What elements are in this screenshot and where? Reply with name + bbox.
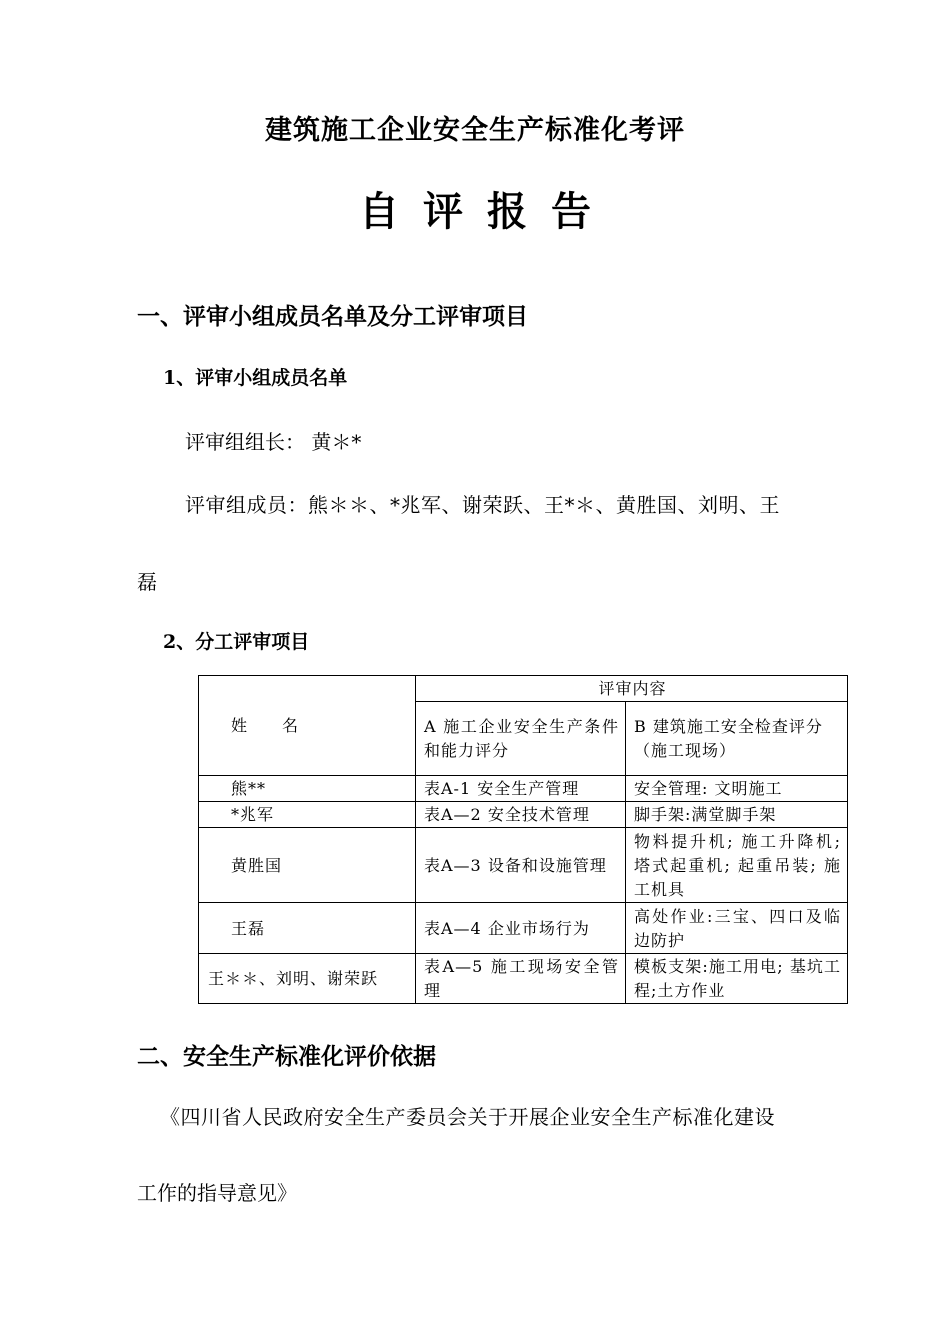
row-a: 表A—3 设备和设施管理	[416, 828, 626, 903]
section1-heading: 一、评审小组成员名单及分工评审项目	[137, 303, 528, 330]
header-b-line1: B 建筑施工安全检查评分	[634, 717, 823, 736]
assignment-table	[198, 675, 848, 1004]
document-title: 建筑施工企业安全生产标准化考评	[265, 115, 685, 146]
document-subtitle: 自评报告	[359, 188, 615, 235]
section2-heading: 二、安全生产标准化评价依据	[137, 1043, 436, 1070]
table-row	[199, 828, 848, 903]
table-row	[199, 954, 848, 1004]
table-row	[199, 802, 848, 828]
row-b: 脚手架:满堂脚手架	[626, 802, 848, 828]
review-members: 评审组成员：熊＊＊、*兆军、谢荣跃、王*＊、黄胜国、刘明、王	[185, 493, 780, 517]
row-name: 熊**	[199, 776, 416, 802]
table-row	[199, 776, 848, 802]
row-name: 王磊	[199, 903, 416, 954]
row-a: 表A—5 施工现场安全管理	[416, 954, 626, 1004]
table-header-row	[199, 676, 848, 702]
basis-line1: 《四川省人民政府安全生产委员会关于开展企业安全生产标准化建设	[160, 1105, 775, 1129]
header-b	[626, 702, 848, 776]
header-a: A 施工企业安全生产条件和能力评分	[416, 702, 626, 776]
header-b-line2: （施工现场）	[634, 741, 737, 760]
row-a: 表A—2 安全技术管理	[416, 802, 626, 828]
row-b: 高处作业:三宝、四口及临边防护	[626, 903, 848, 954]
review-leader: 评审组组长： 黄＊*	[185, 430, 362, 454]
row-name: 黄胜国	[199, 828, 416, 903]
row-a: 表A—4 企业市场行为	[416, 903, 626, 954]
row-b: 安全管理: 文明施工	[626, 776, 848, 802]
review-members-cont: 磊	[137, 570, 157, 594]
row-a: 表A-1 安全生产管理	[416, 776, 626, 802]
row-b: 物料提升机; 施工升降机; 塔式起重机; 起重吊装; 施工机具	[626, 828, 848, 903]
row-name: *兆军	[199, 802, 416, 828]
section1-sub2-heading: 2、分工评审项目	[163, 631, 310, 653]
table-row	[199, 903, 848, 954]
row-b: 模板支架:施工用电; 基坑工程;土方作业	[626, 954, 848, 1004]
header-content: 评审内容	[416, 676, 848, 702]
basis-line2: 工作的指导意见》	[137, 1181, 297, 1205]
header-name: 姓 名	[199, 676, 416, 776]
section1-sub1-heading: 1、评审小组成员名单	[163, 367, 348, 389]
row-name: 王＊＊、刘明、谢荣跃	[199, 954, 416, 1004]
